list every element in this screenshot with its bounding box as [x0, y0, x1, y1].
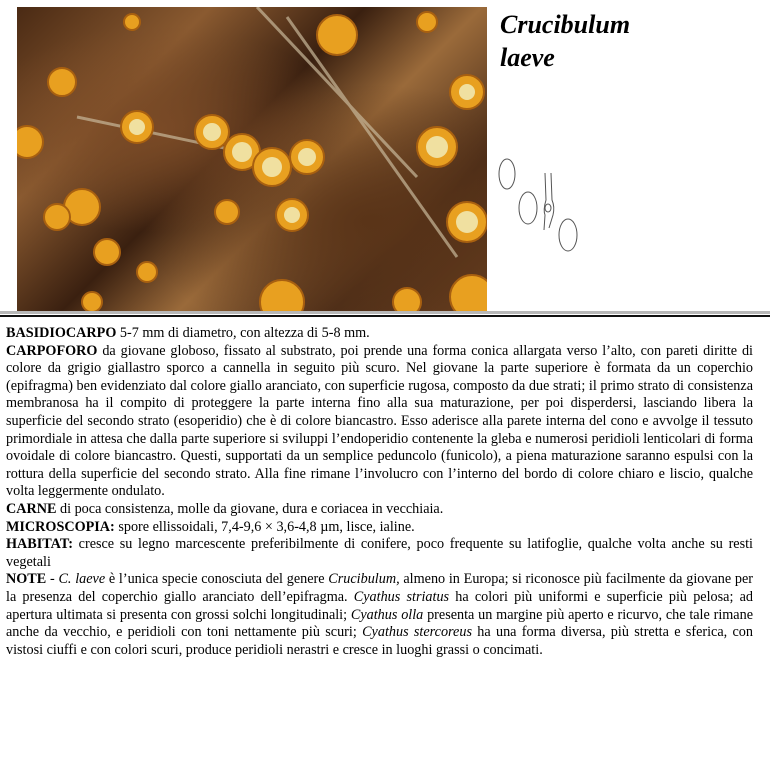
label-basidiocarpo: BASIDIOCARPO — [6, 325, 117, 341]
note-italic: Cyathus striatus — [353, 588, 450, 605]
note-italic: Cyathus stercoreus — [362, 624, 472, 641]
note-text: presenta un margine più aperto e ricurvo, che tale rimane anche da vecchio, e peridioli con toni nettamente più scuri; — [6, 606, 753, 641]
spore-drawing — [495, 155, 585, 265]
text-habitat: cresce su legno marcescente preferibilmente di conifere, poco frequente su latifoglie, qualche volta anche su resti vegetali — [6, 536, 753, 570]
text-basidiocarpo: 5-7 mm di diametro, con altezza di 5-8 mm. — [116, 325, 370, 341]
description-body — [6, 325, 753, 659]
section-microscopia — [6, 519, 753, 537]
label-microscopia: MICROSCOPIA: — [6, 518, 115, 535]
label-habitat: HABITAT: — [6, 536, 73, 553]
section-basidiocarpo — [6, 325, 753, 343]
label-carne: CARNE — [6, 500, 57, 517]
note-italic: Crucibulum, — [328, 571, 400, 588]
note-text: ha una forma diversa, più stretta e sferica, con vistosi ciuffi e con colori scuri, produce peridioli nerastri e cresce in luoghi grassi o concimati. — [6, 624, 753, 658]
note-text: è l’unica specie conosciuta del genere — [105, 571, 329, 588]
note-text: - — [46, 571, 59, 588]
label-carpoforo: CARPOFORO — [6, 342, 98, 359]
text-carpoforo: da giovane globoso, fissato al substrato, poi prende una forma conica allargata verso l’alto, con pareti diritte di colore da grigio giallastro sporco a cannella in seguito più scuro. Nel giovane la parte superiore è formata da un coperchio (epifragma) ben evidenziato dal colore giallo aranciato, con superficie rugosa, composto da due strati; il primo strato di consistenza membranosa ha il compito di proteggere la parte interna fino alla sua maturazione, per poi disperdersi, lasciando libera la superficie del secondo strato (esoperidio) che è di colore biancastro. Esso aderisce alla parete interna del cono e avvolge il tessuto primordiale in attesa che dalla parte superiore si sviluppi l’endoperidio contenente la gleba e numerosi peridioli lenticolari di forma ovoidale di colore biancastro. Questi, supportati da un semplice peduncolo (funicolo), a piena maturazione saranno espulsi con la rottura della superficie del secondo strato. Alla fine rimane l’involucro con l’interno del bordo di colore chiaro e liscio, qualche volta leggermente ondulato. — [6, 342, 753, 500]
title-species: laeve — [500, 43, 555, 72]
note-text: almeno in Europa; si riconosce più facilmente da giovane per la presenza del coperchio giallo aranciato dell’epifragma. — [6, 571, 753, 605]
divider-gray — [0, 311, 770, 314]
label-note: NOTE — [6, 571, 47, 588]
mushroom-photo — [17, 7, 487, 312]
photo-illustration — [17, 7, 487, 312]
text-microscopia: spore ellissoidali, 7,4-9,6 × 3,6-4,8 µm, lisce, ialine. — [114, 518, 415, 535]
section-habitat — [6, 536, 753, 571]
divider-black — [0, 315, 770, 317]
title-genus: Crucibulum — [500, 10, 631, 39]
section-carpoforo — [6, 343, 753, 501]
note-italic: Cyathus olla — [350, 606, 424, 623]
section-carne — [6, 501, 753, 519]
note-italic: C. laeve — [58, 571, 106, 588]
text-carne: di poca consistenza, molle da giovane, dura e coriacea in vecchiaia. — [56, 500, 444, 517]
species-title — [500, 8, 630, 74]
note-text: ha colori più uniformi e superficie più pelosa; ad apertura ultimata si presenta con grossi solchi longitudinali; — [6, 588, 753, 623]
section-note — [6, 571, 753, 659]
